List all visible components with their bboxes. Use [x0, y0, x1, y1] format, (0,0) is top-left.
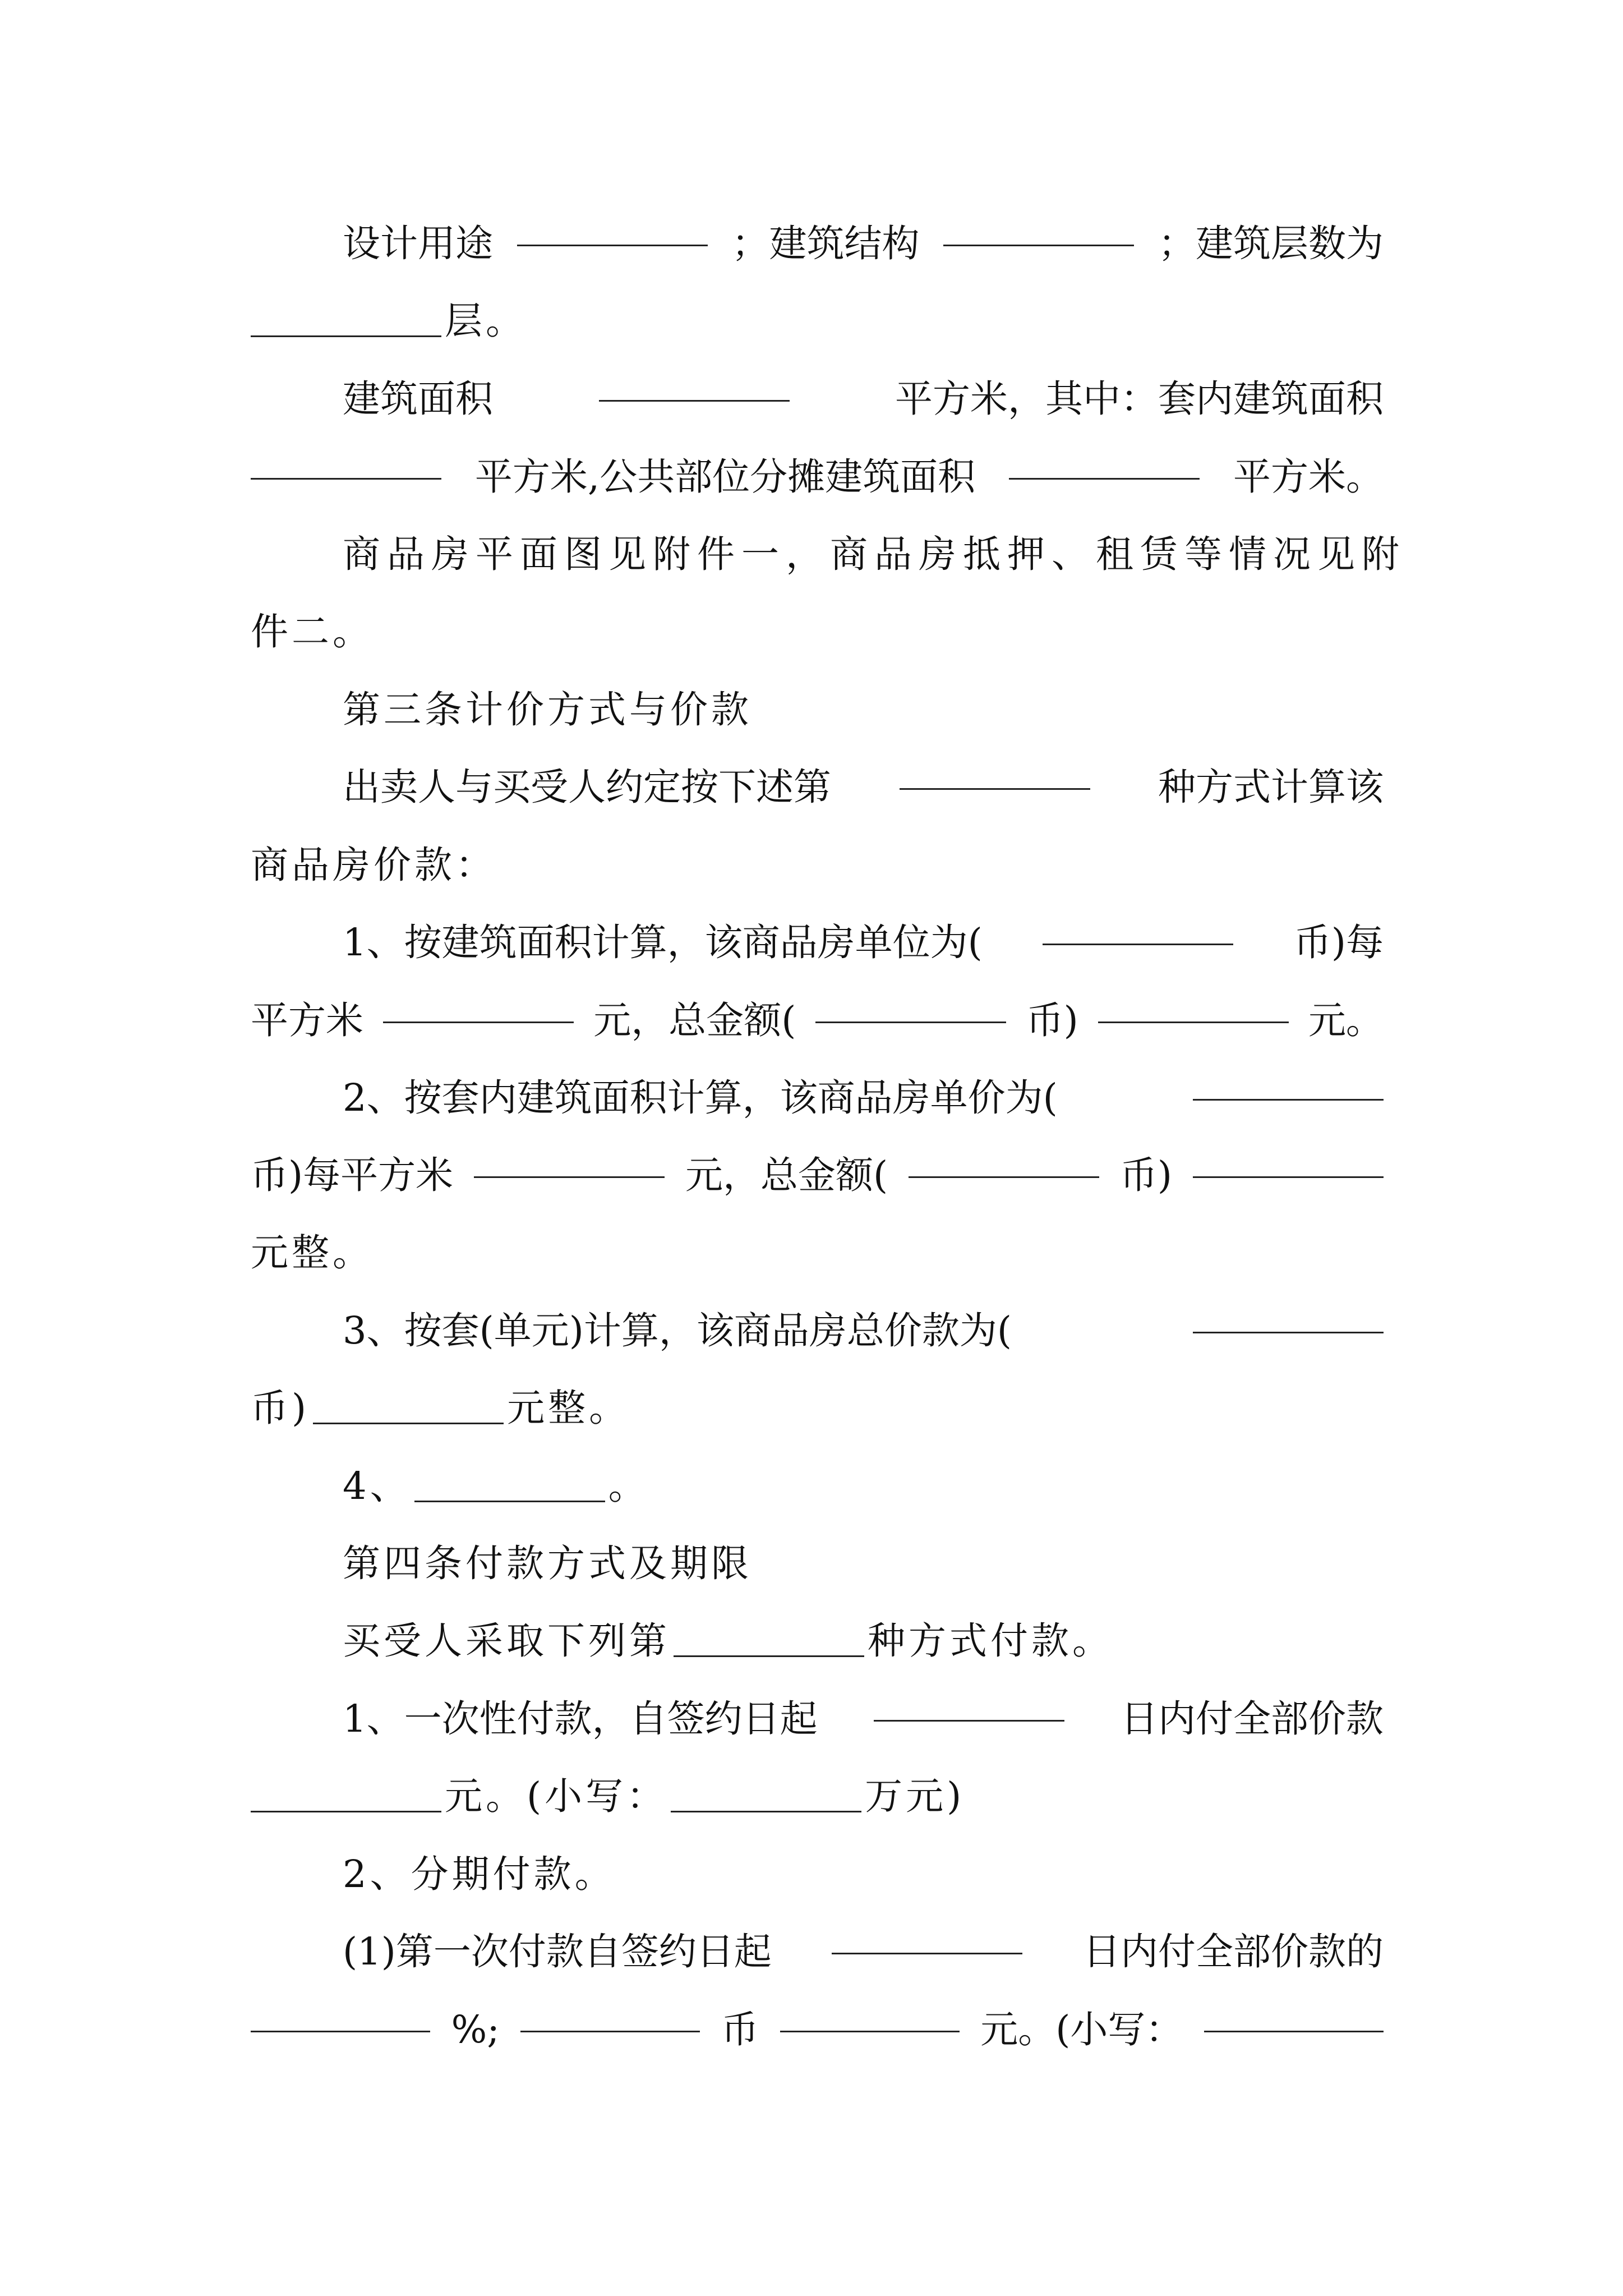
line-text: 商品房价款：	[251, 843, 496, 887]
blank-underline	[943, 241, 1134, 246]
text-line	[343, 210, 1384, 277]
line-text: 币)每	[1293, 921, 1384, 964]
line-text: 万元)	[865, 1774, 965, 1818]
blank-underline	[251, 332, 441, 337]
text-line	[343, 1452, 1384, 1520]
blank-underline	[251, 1807, 441, 1812]
blank-underline	[313, 1419, 504, 1424]
line-text: 币)每平方米	[251, 1153, 454, 1197]
line-text: 种方式付款。	[868, 1619, 1113, 1663]
line-text: 出卖人与买受人约定按下述第	[343, 765, 831, 809]
line-text: 设计用途	[343, 222, 493, 265]
line-text: 2、按套内建筑面积计算，该商品房单价为(	[343, 1076, 1058, 1120]
text-line	[343, 1297, 1384, 1364]
line-text: 1、按建筑面积计算，该商品房单位为(	[343, 921, 983, 964]
text-line	[251, 987, 1384, 1054]
text-line	[251, 1763, 1384, 1830]
blank-underline	[874, 1717, 1064, 1722]
text-line	[251, 598, 1384, 665]
text-line	[343, 1064, 1384, 1131]
heading-text: 第四条付款方式及期限	[343, 1542, 752, 1585]
text-line	[343, 365, 1384, 432]
blank-underline	[1193, 1173, 1384, 1178]
line-text: 平方米。	[1233, 455, 1384, 499]
text-line	[343, 1607, 1384, 1674]
text-line	[251, 443, 1384, 510]
line-text: 元整。	[507, 1386, 630, 1430]
line-text: 元，总金额(	[685, 1153, 888, 1197]
line-text: ；建筑结构	[731, 222, 920, 265]
blank-underline	[383, 1018, 574, 1023]
blank-underline	[674, 1652, 864, 1657]
line-text: 元整。	[251, 1231, 374, 1274]
line-text: 元。(小写：	[445, 1774, 668, 1818]
line-text: 3、按套(单元)计算，该商品房总价款为(	[343, 1309, 1012, 1352]
blank-underline	[832, 1949, 1022, 1954]
line-text: 平方米,公共部位分摊建筑面积	[474, 455, 976, 499]
section-heading	[343, 676, 1384, 743]
blank-underline	[1009, 475, 1200, 480]
blank-underline	[1193, 1096, 1384, 1101]
blank-underline	[1193, 1328, 1384, 1333]
blank-underline	[909, 1173, 1099, 1178]
text-line	[251, 1996, 1384, 2063]
blank-underline	[474, 1173, 665, 1178]
line-text: 2、分期付款。	[343, 1852, 616, 1896]
line-text: 层。	[445, 299, 527, 343]
line-text: 1、一次性付款，自签约日起	[343, 1697, 818, 1741]
text-line	[343, 1685, 1384, 1752]
blank-underline	[1043, 940, 1233, 945]
line-text: 币)	[1119, 1153, 1173, 1197]
blank-underline	[599, 397, 790, 402]
blank-underline	[414, 1497, 605, 1502]
line-text: 。	[608, 1464, 649, 1508]
text-line	[343, 521, 1406, 588]
blank-underline	[1204, 2027, 1384, 2032]
text-line	[251, 1374, 1384, 1442]
text-line	[343, 1918, 1384, 1985]
blank-underline	[251, 475, 441, 480]
line-text: 元。(小写：	[980, 2008, 1183, 2051]
line-text: 平方米，其中：套内建筑面积	[895, 377, 1384, 421]
blank-underline	[520, 2027, 700, 2032]
text-line	[251, 287, 1384, 355]
line-text: ；建筑层数为	[1158, 222, 1384, 265]
text-line	[343, 753, 1384, 821]
line-text: 日内付全部价款的	[1083, 1930, 1384, 1973]
line-text: 日内付全部价款	[1120, 1697, 1384, 1741]
line-text: 4、	[343, 1464, 411, 1508]
line-text: 币	[721, 2008, 759, 2051]
line-text: 商品房平面图见附件一，商品房抵押、租赁等情况见附	[343, 532, 1406, 576]
text-line	[343, 909, 1384, 976]
line-text: 件二。	[251, 610, 374, 654]
text-line	[251, 831, 1384, 899]
blank-underline	[671, 1807, 861, 1812]
heading-text: 第三条计价方式与价款	[343, 688, 752, 731]
line-text: 元。	[1308, 999, 1384, 1042]
blank-underline	[1098, 1018, 1289, 1023]
text-line	[251, 1219, 1384, 1286]
line-text: 币)	[1026, 999, 1078, 1042]
text-line	[343, 1841, 1384, 1908]
line-text: (1)第一次付款自签约日起	[343, 1930, 772, 1973]
blank-underline	[900, 785, 1090, 790]
section-heading	[343, 1530, 1384, 1597]
line-text: 元，总金额(	[593, 999, 796, 1042]
line-text: 平方米	[251, 999, 363, 1042]
text-line	[251, 1142, 1384, 1209]
line-text: %;	[451, 2008, 500, 2051]
line-text: 买受人采取下列第	[343, 1619, 670, 1663]
blank-underline	[815, 1018, 1006, 1023]
blank-underline	[780, 2027, 960, 2032]
blank-underline	[251, 2027, 430, 2032]
line-text: 建筑面积	[343, 377, 493, 421]
line-text: 币)	[251, 1386, 310, 1430]
line-text: 种方式计算该	[1158, 765, 1384, 809]
blank-underline	[517, 241, 708, 246]
